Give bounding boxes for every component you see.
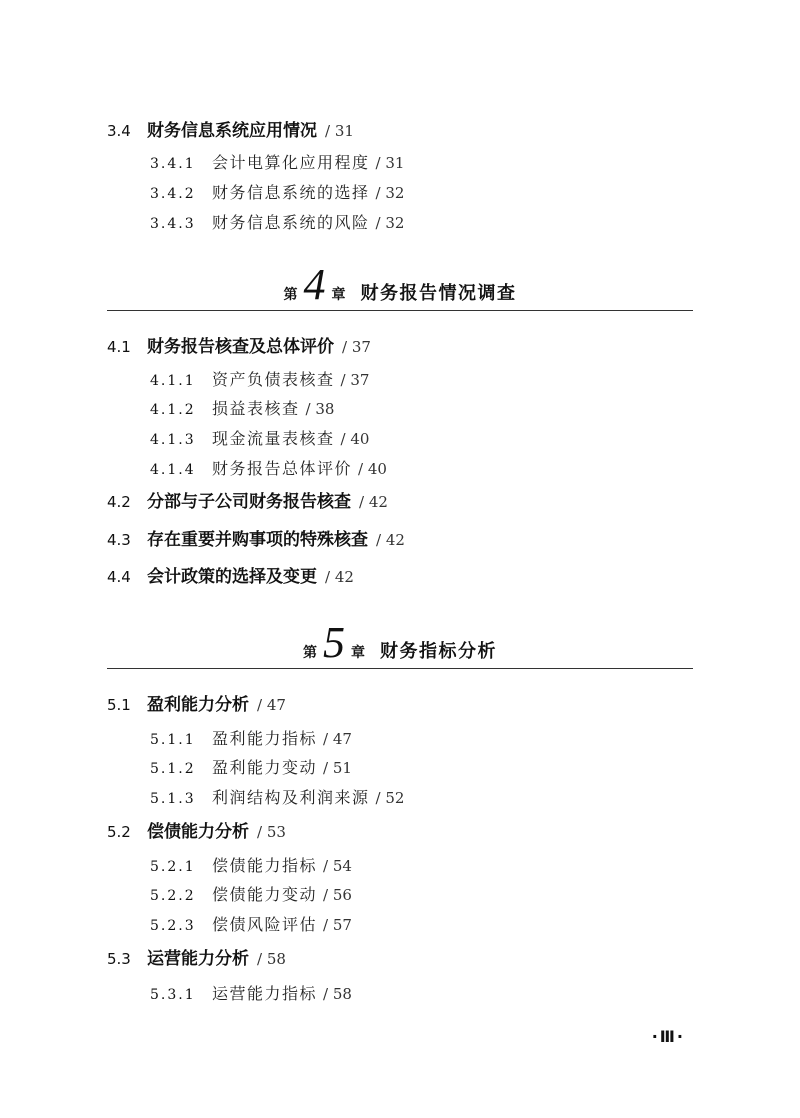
subsection-number: 4.1.4 bbox=[150, 462, 196, 478]
subsection-number: 3.4.3 bbox=[150, 216, 196, 232]
subsection-title: 资产负债表核查 bbox=[212, 370, 335, 389]
toc-subsection-4-1-4 bbox=[150, 459, 387, 479]
section-number: 5.1 bbox=[107, 696, 131, 714]
section-title: 盈利能力分析 bbox=[147, 695, 249, 715]
toc-subsection-3-4-3 bbox=[150, 213, 404, 233]
section-number: 4.2 bbox=[107, 493, 131, 511]
toc-subsection-4-1-2 bbox=[150, 399, 334, 419]
section-number: 5.2 bbox=[107, 823, 131, 841]
section-title: 运营能力分析 bbox=[147, 949, 249, 969]
subsection-number: 4.1.3 bbox=[150, 432, 196, 448]
subsection-page: / 47 bbox=[323, 730, 352, 748]
section-page: / 42 bbox=[376, 531, 405, 549]
section-page: / 37 bbox=[342, 338, 371, 356]
section-page: / 31 bbox=[325, 122, 354, 140]
toc-section-4-3 bbox=[107, 530, 405, 550]
toc-subsection-3-4-1 bbox=[150, 153, 404, 173]
subsection-number: 4.1.2 bbox=[150, 402, 196, 418]
subsection-number: 3.4.1 bbox=[150, 156, 196, 172]
chapter-5-divider bbox=[107, 668, 693, 669]
subsection-title: 偿债能力指标 bbox=[212, 856, 318, 875]
subsection-number: 5.1.2 bbox=[150, 761, 196, 777]
subsection-page: / 38 bbox=[305, 400, 335, 418]
toc-section-4-4 bbox=[107, 567, 354, 587]
section-title: 会计政策的选择及变更 bbox=[147, 567, 317, 587]
section-page: / 42 bbox=[359, 493, 388, 511]
section-title: 存在重要并购事项的特殊核查 bbox=[147, 530, 368, 550]
subsection-number: 5.2.2 bbox=[150, 888, 196, 904]
subsection-title: 损益表核查 bbox=[212, 399, 300, 418]
subsection-title: 运营能力指标 bbox=[212, 984, 318, 1003]
subsection-number: 3.4.2 bbox=[150, 186, 196, 202]
subsection-title: 偿债风险评估 bbox=[212, 915, 318, 934]
chapter-prefix: 第 bbox=[303, 645, 317, 661]
chapter-4-heading bbox=[107, 260, 693, 309]
chapter-title: 财务报告情况调查 bbox=[360, 283, 517, 304]
subsection-title: 会计电算化应用程度 bbox=[212, 153, 370, 172]
section-title: 财务报告核查及总体评价 bbox=[147, 337, 334, 357]
subsection-number: 5.3.1 bbox=[150, 987, 196, 1003]
subsection-number: 5.2.1 bbox=[150, 859, 196, 875]
toc-subsection-5-2-1 bbox=[150, 856, 352, 876]
subsection-page: / 52 bbox=[375, 789, 405, 807]
subsection-number: 4.1.1 bbox=[150, 373, 196, 389]
chapter-number: 5 bbox=[323, 618, 345, 667]
toc-section-3-4 bbox=[107, 121, 354, 141]
toc-subsection-4-1-1 bbox=[150, 370, 369, 390]
chapter-number: 4 bbox=[303, 260, 326, 309]
section-number: 3.4 bbox=[107, 122, 131, 140]
toc-subsection-3-4-2 bbox=[150, 183, 404, 203]
toc-subsection-5-1-1 bbox=[150, 729, 352, 749]
subsection-page: / 57 bbox=[323, 916, 352, 934]
section-title: 分部与子公司财务报告核查 bbox=[147, 492, 351, 512]
toc-section-5-3 bbox=[107, 949, 286, 969]
subsection-title: 财务信息系统的风险 bbox=[212, 213, 370, 232]
chapter-title: 财务指标分析 bbox=[380, 641, 497, 662]
subsection-title: 财务信息系统的选择 bbox=[212, 183, 370, 202]
subsection-page: / 58 bbox=[323, 985, 352, 1003]
section-page: / 53 bbox=[257, 823, 286, 841]
section-number: 5.3 bbox=[107, 950, 131, 968]
subsection-page: / 31 bbox=[375, 154, 405, 172]
subsection-title: 盈利能力变动 bbox=[212, 758, 318, 777]
subsection-title: 利润结构及利润来源 bbox=[212, 788, 370, 807]
toc-section-4-1 bbox=[107, 337, 371, 357]
subsection-number: 5.2.3 bbox=[150, 918, 196, 934]
toc-subsection-5-1-2 bbox=[150, 758, 352, 778]
toc-subsection-5-2-3 bbox=[150, 915, 352, 935]
subsection-page: / 37 bbox=[340, 371, 370, 389]
section-number: 4.1 bbox=[107, 338, 131, 356]
page-folio: ·Ⅲ· bbox=[651, 1027, 685, 1046]
subsection-page: / 54 bbox=[323, 857, 352, 875]
toc-section-5-1 bbox=[107, 695, 286, 715]
chapter-4-divider bbox=[107, 310, 693, 311]
toc-subsection-5-1-3 bbox=[150, 788, 404, 808]
subsection-page: / 40 bbox=[358, 460, 387, 478]
subsection-title: 盈利能力指标 bbox=[212, 729, 318, 748]
subsection-page: / 32 bbox=[375, 184, 405, 202]
section-page: / 58 bbox=[257, 950, 286, 968]
section-page: / 42 bbox=[325, 568, 354, 586]
subsection-title: 偿债能力变动 bbox=[212, 885, 318, 904]
section-number: 4.3 bbox=[107, 531, 131, 549]
chapter-suffix: 章 bbox=[331, 287, 346, 303]
toc-subsection-5-2-2 bbox=[150, 885, 352, 905]
subsection-page: / 40 bbox=[340, 430, 370, 448]
toc-section-4-2 bbox=[107, 492, 388, 512]
subsection-number: 5.1.3 bbox=[150, 791, 196, 807]
subsection-page: / 51 bbox=[323, 759, 352, 777]
subsection-page: / 32 bbox=[375, 214, 405, 232]
chapter-prefix: 第 bbox=[283, 287, 298, 303]
subsection-number: 5.1.1 bbox=[150, 732, 196, 748]
subsection-page: / 56 bbox=[323, 886, 352, 904]
section-title: 偿债能力分析 bbox=[147, 822, 249, 842]
chapter-suffix: 章 bbox=[351, 645, 365, 661]
section-page: / 47 bbox=[257, 696, 286, 714]
section-number: 4.4 bbox=[107, 568, 131, 586]
toc-section-5-2 bbox=[107, 822, 286, 842]
subsection-title: 现金流量表核查 bbox=[212, 429, 335, 448]
subsection-title: 财务报告总体评价 bbox=[212, 459, 353, 478]
toc-subsection-4-1-3 bbox=[150, 429, 369, 449]
chapter-5-heading bbox=[107, 618, 693, 667]
section-title: 财务信息系统应用情况 bbox=[147, 121, 317, 141]
toc-subsection-5-3-1 bbox=[150, 984, 352, 1004]
